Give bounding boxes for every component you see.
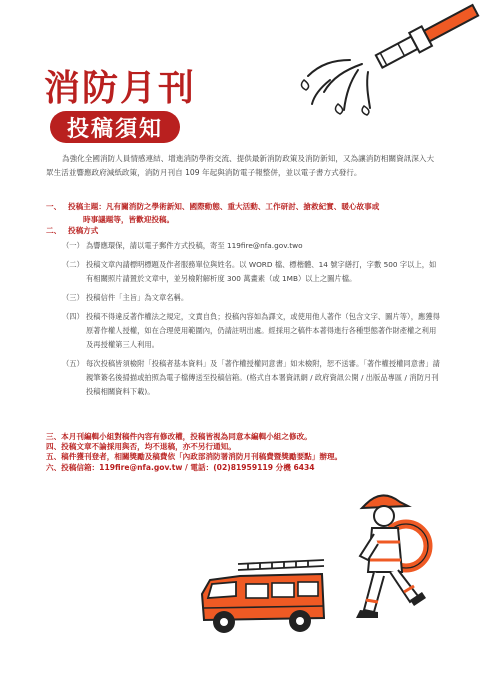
item-text: 投稿文章內請標明標題及作者服務單位與姓名。以 WORD 檔、標楷體、14 號字繕打，字數 500 字以上，如有相關照片請置於文章中，並另檢附解析度 300 萬畫素（或 1MB）以上之圖片檔。 xyxy=(86,260,437,283)
page-title: 消防月刊 xyxy=(44,67,197,109)
item-number: （一） xyxy=(62,241,84,250)
item-number: （二） xyxy=(62,260,84,269)
list-item xyxy=(62,258,442,286)
note-editing-rights: 三、本月刊編輯小組對稿件內容有修改權，投稿皆視為同意本編輯小組之修改。 xyxy=(46,432,312,441)
list-item xyxy=(62,291,442,305)
list-item xyxy=(62,357,442,399)
note-contact: 六、投稿信箱：119fire@nfa.gov.tw / 電話：(02)81959119 分機 6434 xyxy=(46,462,315,472)
item-text: 投稿不得違反著作權法之規定，文責自負；投稿內容如為譯文，或使用他人著作（包含文字、圖片等），應獲得原著作權人授權，如在合理使用範圍內，仍請註明出處。經採用之稿件本著得進行各種型態著作財產權之利用及再授權第三人利用。 xyxy=(86,312,440,349)
subtitle-badge xyxy=(50,111,180,143)
section-text: 凡有關消防之學術新知、國際動態、重大活動、工作研討、搶救紀實、暖心故事或 xyxy=(105,202,380,211)
notes-list xyxy=(46,432,446,473)
section-number: 二、 xyxy=(46,226,62,235)
note-no-return: 四、投稿文章不論採用與否，均不退稿，亦不另行通知。 xyxy=(46,442,236,452)
section-lead: 投稿方式 xyxy=(68,226,99,235)
list-item xyxy=(62,239,442,253)
item-number: （三） xyxy=(62,293,84,302)
section-method xyxy=(46,225,436,238)
firefighter-illustration xyxy=(338,490,448,622)
intro-paragraph: 為強化全國消防人員情感連結、增進消防學術交流、提供最新消防政策及消防新知，又為讓消防相關資訊深入大眾生活並響應政府減紙政策，消防月刊自 109 年起與消防電子報整併，並以電子書方式發行。 xyxy=(46,154,435,177)
item-number: （五） xyxy=(62,359,84,368)
list-item xyxy=(62,310,442,352)
item-number: （四） xyxy=(62,312,84,321)
section-lead: 投稿主題： xyxy=(68,202,106,211)
section-continuation: 時事議題等，皆歡迎投稿。 xyxy=(83,214,175,224)
subtitle-text: 投稿須知 xyxy=(66,116,163,142)
note-reward: 五、稿件獲刊登者，相關獎勵及稿費依「內政部消防署消防月刊稿費暨獎勵要點」辦理。 xyxy=(46,452,343,462)
method-list xyxy=(62,239,442,404)
fire-truck-illustration xyxy=(196,554,330,638)
item-text: 每次投稿皆須檢附「投稿者基本資料」及「著作權授權同意書」如未檢附，恕不送審。「著作權授權同意書」請親筆簽名後掃描或拍照為電子檔傳送至投稿信箱。(格式自本署資訊網 / 政府資訊公開 / 出版品專區 / 消防月刊投稿相關資料下載)。 xyxy=(86,359,440,396)
section-number: 一、 xyxy=(46,202,62,211)
section-topic xyxy=(46,201,436,226)
fire-hose-nozzle-icon xyxy=(290,0,480,120)
item-text: 為響應環保，請以電子郵件方式投稿，寄至 119fire@nfa.gov.two xyxy=(86,241,303,250)
item-text: 投稿信件「主旨」為文章名稱。 xyxy=(86,293,189,302)
